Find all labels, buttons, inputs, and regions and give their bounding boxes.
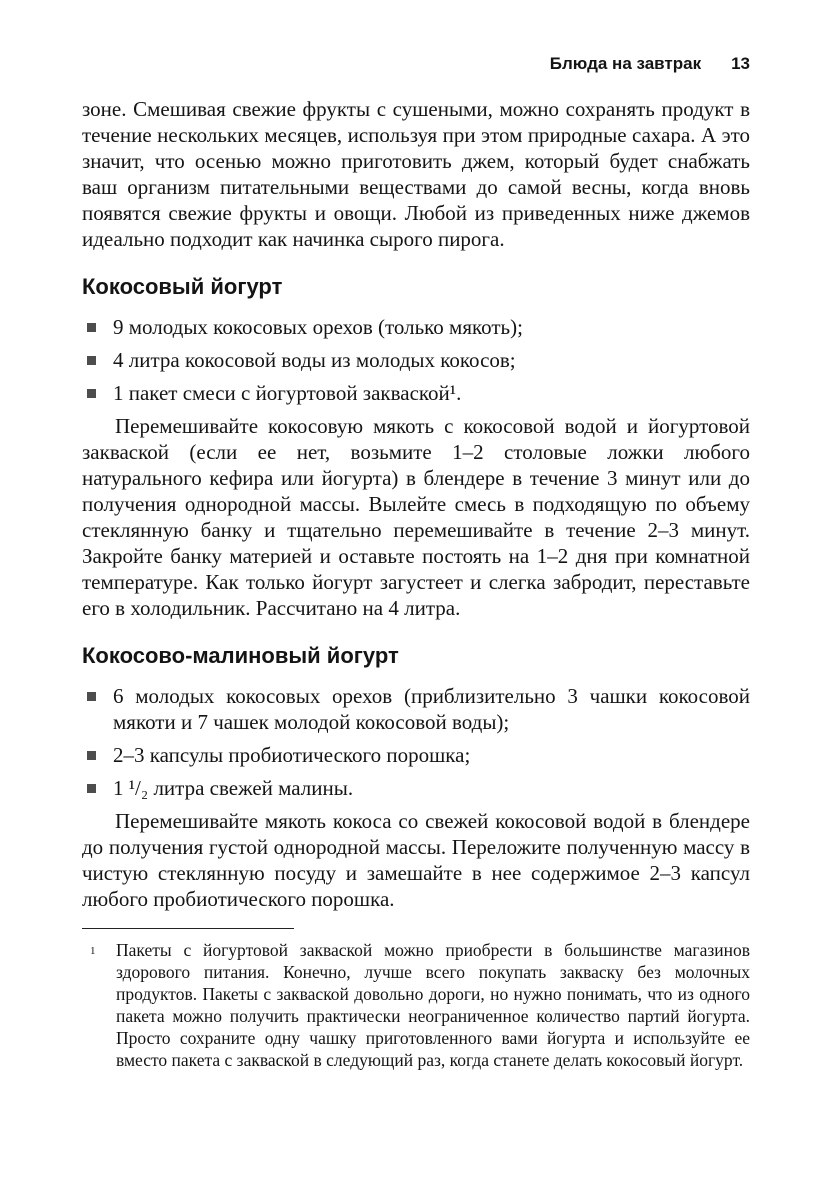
square-bullet-icon [87, 323, 96, 332]
list-item [82, 775, 750, 801]
list-item [82, 683, 750, 735]
list-item [82, 742, 750, 768]
ingredient-text: 6 молодых кокосовых орехов (приблизительно 3 чашки кокосовой мякоти и 7 чашек молодой кокосовой воды); [113, 684, 750, 734]
ingredient-text: 4 литра кокосовой воды из молодых кокосов; [113, 348, 516, 372]
footnote-text: Пакеты с йогуртовой закваской можно приобрести в большинстве магазинов здорового питания. Конечно, лучше всего покупать закваску без молочных продуктов. Пакеты с закваской довольно дороги, но нужно понимать, что из одного пакета можно получить практически неограниченное количество партий йогурта. Просто сохраните одну чашку приготовленного вами йогурта и используйте ее вместо пакета с закваской в следующий раз, когда станете делать кокосовый йогурт. [116, 940, 750, 1070]
list-item [82, 314, 750, 340]
intro-paragraph: зоне. Смешивая свежие фрукты с сушеными, можно сохранять продукт в течение нескольких месяцев, используя при этом природные сахара. А это значит, что осенью можно приготовить джем, который будет снабжать ваш организм питательными веществами до самой весны, когда вновь появятся свежие фрукты и овощи. Любой из приведенных ниже джемов идеально подходит как начинка сырого пирога. [82, 97, 750, 251]
square-bullet-icon [87, 389, 96, 398]
ingredient-list-coconut-yogurt [82, 314, 750, 406]
square-bullet-icon [87, 356, 96, 365]
footnote [82, 939, 750, 1071]
ingredient-text: 1 ¹/₂ литра свежей малины. [113, 776, 354, 800]
instructions-paragraph-coconut-yogurt: Перемешивайте кокосовую мякоть с кокосовой водой и йогуртовой закваской (если ее нет, возьмите 1–2 столовые ложки любого натурального кефира или йогурта) в блендере в течение 3 минут или до получения однородной массы. Вылейте смесь в подходящую по объему стеклянную банку и тщательно перемешивайте в течение 2–3 минут. Закройте банку материей и оставьте постоять на 1–2 дня при комнатной температуре. Как только йогурт загустеет и слегка забродит, переставьте его в холодильник. Рассчитано на 4 литра. [82, 414, 750, 620]
ingredient-text: 2–3 капсулы пробиотического порошка; [113, 743, 471, 767]
section-heading-coconut-yogurt: Кокосовый йогурт [82, 274, 283, 299]
page-header [82, 54, 750, 74]
ingredient-text: 1 пакет смеси с йогуртовой закваской¹. [113, 381, 462, 405]
ingredient-list-coconut-raspberry-yogurt [82, 683, 750, 801]
page-number: 13 [731, 54, 750, 73]
square-bullet-icon [87, 751, 96, 760]
footnote-marker: 1 [90, 945, 96, 957]
instructions-paragraph-coconut-raspberry-yogurt: Перемешивайте мякоть кокоса со свежей кокосовой водой в блендере до получения густой однородной массы. Переложите полученную массу в чистую стеклянную посуду и замешайте в нее содержимое 2–3 капсул любого пробиотического порошка. [82, 809, 750, 911]
footnote-divider [82, 928, 294, 929]
ingredient-text: 9 молодых кокосовых орехов (только мякоть); [113, 315, 523, 339]
square-bullet-icon [87, 784, 96, 793]
chapter-title: Блюда на завтрак [549, 54, 702, 73]
list-item [82, 347, 750, 373]
square-bullet-icon [87, 692, 96, 701]
section-heading-coconut-raspberry-yogurt: Кокосово-малиновый йогурт [82, 643, 399, 668]
list-item [82, 380, 750, 406]
